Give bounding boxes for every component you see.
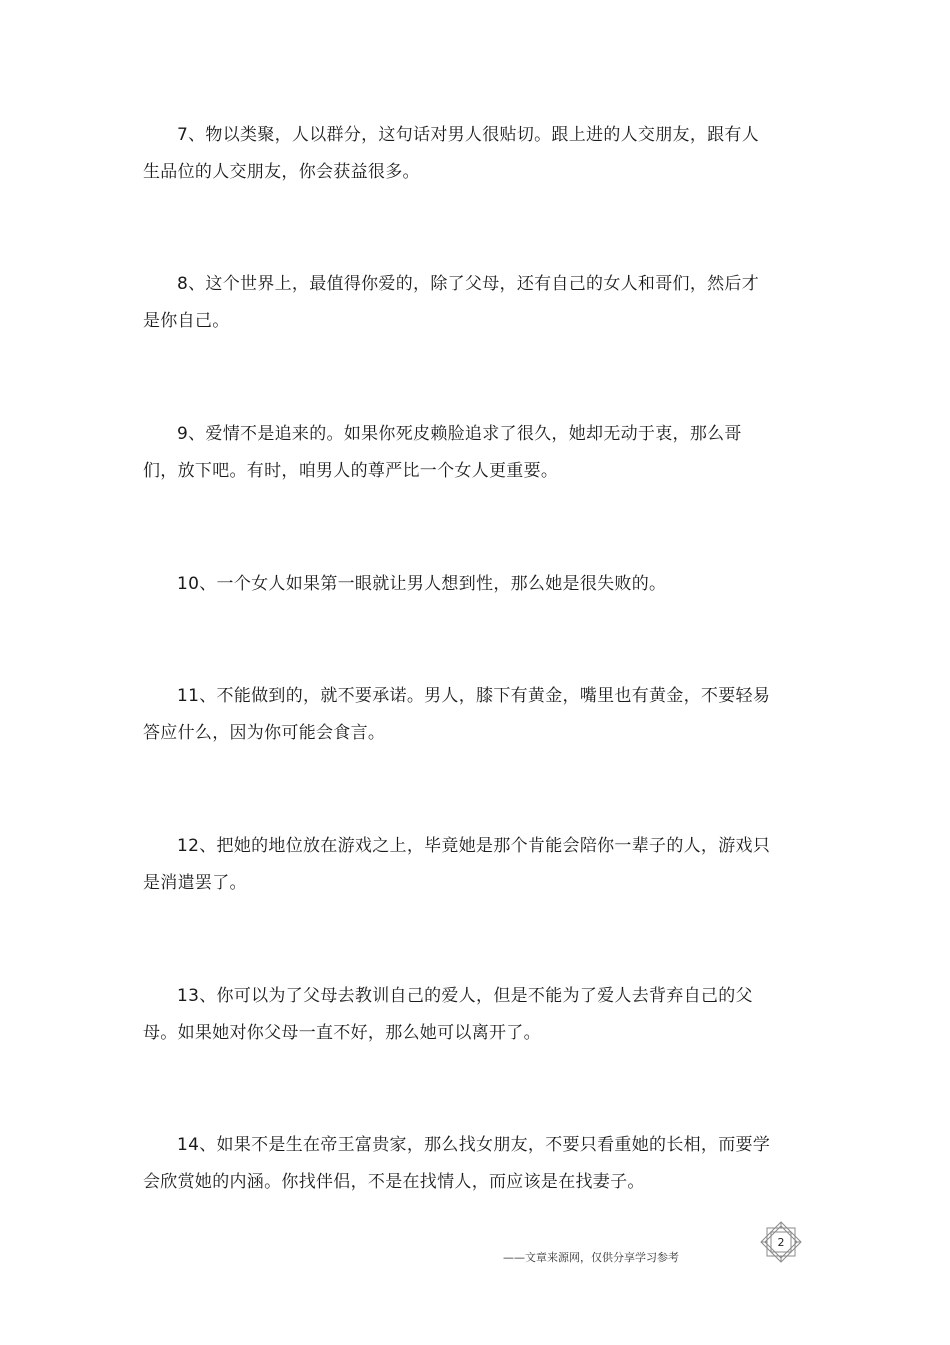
paragraph-9: 9、爱情不是追来的。如果你死皮赖脸追求了很久，她却无动于衷，那么哥们，放下吧。有时，咱男人的尊严比一个女人更重要。: [143, 424, 742, 481]
page-number: 2: [777, 1235, 785, 1249]
footer-source-note: ——文章来源网，仅供分享学习参考: [503, 1251, 679, 1264]
page-number-badge: [757, 1220, 805, 1264]
paragraph-8: 8、这个世界上，最值得你爱的，除了父母，还有自己的女人和哥们，然后才是你自己。: [143, 274, 760, 331]
paragraph-13: 13、你可以为了父母去教训自己的爱人，但是不能为了爱人去背弃自己的父母。如果她对你父母一直不好，那么她可以离开了。: [143, 986, 753, 1043]
paragraph-10: 10、一个女人如果第一眼就让男人想到性，那么她是很失败的。: [177, 574, 667, 594]
paragraph-12: 12、把她的地位放在游戏之上，毕竟她是那个肯能会陪你一辈子的人，游戏只是消遣罢了。: [143, 836, 771, 893]
paragraph-11: 11、不能做到的，就不要承诺。男人，膝下有黄金，嘴里也有黄金，不要轻易答应什么，因为你可能会食言。: [143, 686, 771, 743]
paragraph-14: 14、如果不是生在帝王富贵家，那么找女朋友，不要只看重她的长相，而要学会欣赏她的内涵。你找伴侣，不是在找情人，而应该是在找妻子。: [143, 1135, 771, 1192]
paragraph-7: 7、物以类聚，人以群分，这句话对男人很贴切。跟上进的人交朋友，跟有人生品位的人交朋友，你会获益很多。: [143, 125, 760, 182]
